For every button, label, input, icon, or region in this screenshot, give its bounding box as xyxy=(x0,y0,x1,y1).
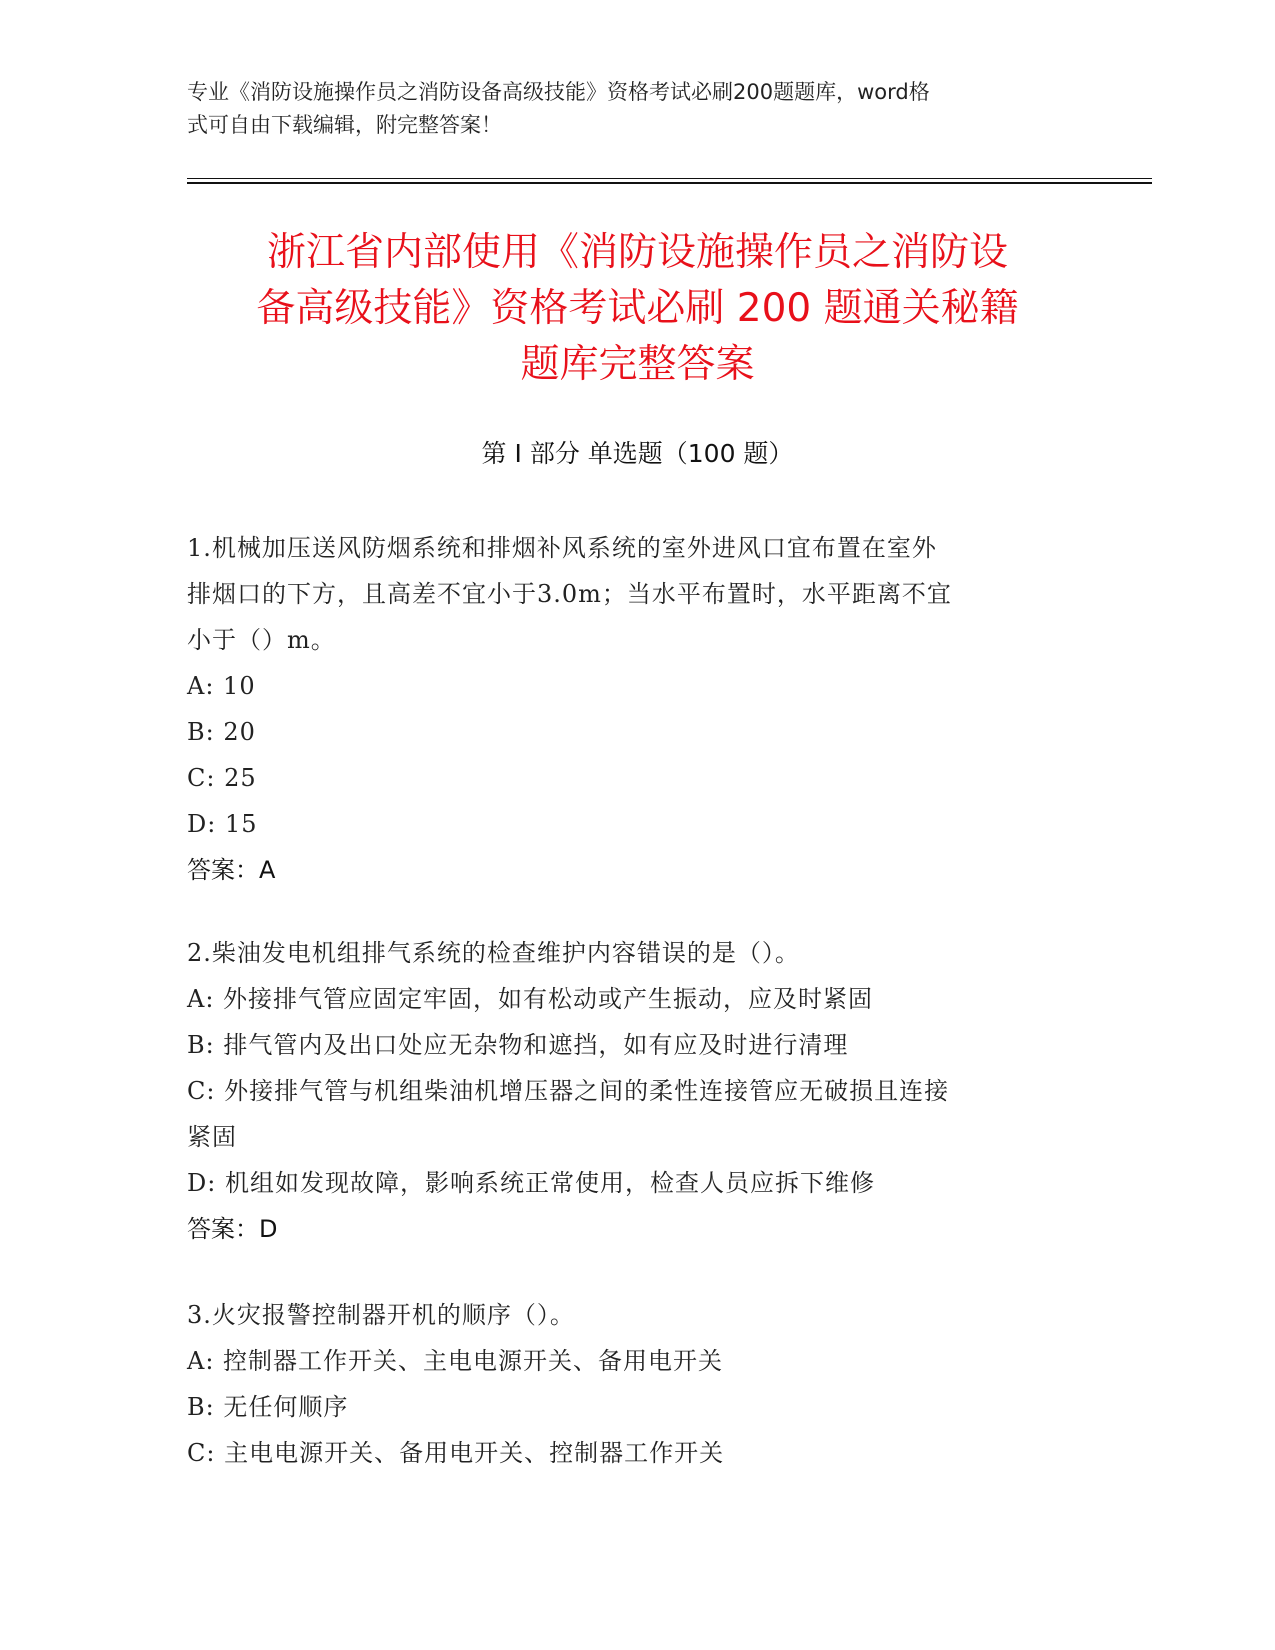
option-c-continued: 紧固 xyxy=(187,1123,237,1151)
document-title-line: 备高级技能》资格考试必刷 200 题通关秘籍 xyxy=(256,286,1019,331)
header-divider xyxy=(187,182,1152,184)
header-divider xyxy=(187,178,1152,179)
question-stem: 小于（）m。 xyxy=(187,626,336,654)
option-c: C: 外接排气管与机组柴油机增压器之间的柔性连接管应无破损且连接 xyxy=(187,1077,950,1105)
option-b: B: 无任何顺序 xyxy=(187,1393,349,1421)
document-title-line: 题库完整答案 xyxy=(520,342,755,387)
header-note xyxy=(187,76,1067,142)
option-d: D: 机组如发现故障，影响系统正常使用，检查人员应拆下维修 xyxy=(187,1169,875,1197)
question-1 xyxy=(187,525,1067,893)
option-b: B: 排气管内及出口处应无杂物和遮挡，如有应及时进行清理 xyxy=(187,1031,849,1059)
option-a: A: 外接排气管应固定牢固，如有松动或产生振动，应及时紧固 xyxy=(187,985,874,1013)
question-stem: 1.机械加压送风防烟系统和排烟补风系统的室外进风口宜布置在室外 xyxy=(187,534,937,562)
document-title xyxy=(175,225,1100,393)
question-3 xyxy=(187,1292,1067,1476)
section-title: 第 I 部分 单选题（100 题） xyxy=(481,439,794,468)
option-b: B: 20 xyxy=(187,718,256,746)
answer: 答案：A xyxy=(187,856,276,884)
answer: 答案：D xyxy=(187,1215,278,1243)
question-2 xyxy=(187,930,1067,1252)
header-note-line: 专业《消防设施操作员之消防设备高级技能》资格考试必刷200题题库，word格 xyxy=(187,80,930,104)
document-title-line: 浙江省内部使用《消防设施操作员之消防设 xyxy=(266,230,1008,275)
option-c: C: 25 xyxy=(187,764,257,792)
option-a: A: 10 xyxy=(187,672,256,700)
header-note-line: 式可自由下载编辑，附完整答案！ xyxy=(187,113,502,137)
question-stem: 排烟口的下方，且高差不宜小于3.0m；当水平布置时，水平距离不宜 xyxy=(187,580,952,608)
option-c: C: 主电电源开关、备用电开关、控制器工作开关 xyxy=(187,1439,725,1467)
question-stem: 2.柴油发电机组排气系统的检查维护内容错误的是（）。 xyxy=(187,939,800,967)
question-stem: 3.火灾报警控制器开机的顺序（）。 xyxy=(187,1301,575,1329)
option-a: A: 控制器工作开关、主电电源开关、备用电开关 xyxy=(187,1347,724,1375)
option-d: D: 15 xyxy=(187,810,258,838)
